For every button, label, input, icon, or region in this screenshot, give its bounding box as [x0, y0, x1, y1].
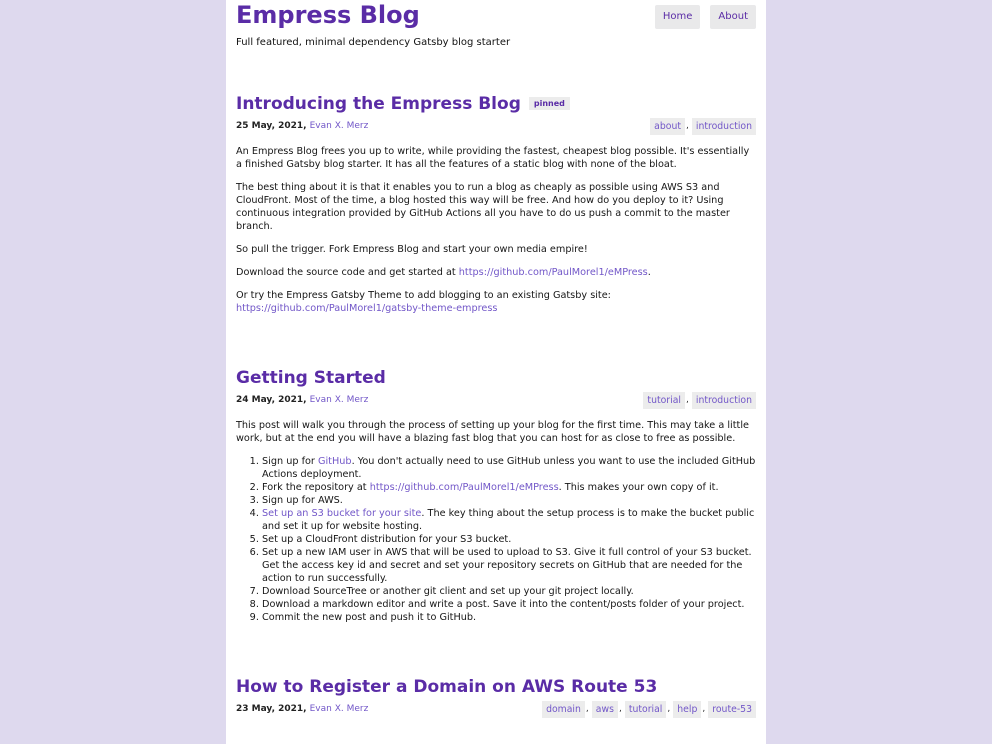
- post-date: 24 May, 2021,: [236, 395, 307, 405]
- post-tags: [650, 118, 756, 135]
- post-title[interactable]: How to Register a Domain on AWS Route 53: [236, 677, 658, 697]
- post-paragraph: [236, 419, 756, 445]
- pinned-badge: pinned: [529, 97, 570, 110]
- post-body: [236, 145, 756, 315]
- site-title[interactable]: Empress Blog: [236, 1, 420, 29]
- text-run: So pull the trigger. Fork Empress Blog and start your own media empire!: [236, 244, 588, 255]
- text-run: The best thing about it is that it enables you to run a blog as cheaply as possible using AWS S3 and CloudFront. Most of the time, a blog hosted this way will be free. And how do you deploy to it? Using continuous integration provided by GitHub Actions all you have to do us push a commit to the master branch.: [236, 182, 730, 232]
- post-meta: [236, 701, 756, 718]
- list-item: [262, 481, 756, 494]
- text-run: This post will walk you through the process of setting up your blog for the first time. This may take a little work, but at the end you will have a blazing fast blog that you can host for as close to free as possible.: [236, 420, 749, 444]
- tag-badge[interactable]: introduction: [692, 118, 756, 135]
- list-item: [262, 546, 756, 585]
- text-run: Or try the Empress Gatsby Theme to add blogging to an existing Gatsby site:: [236, 290, 611, 301]
- site-header: [236, 0, 756, 29]
- post-paragraph: [236, 243, 756, 256]
- tag-badge[interactable]: tutorial: [643, 392, 685, 409]
- post-date-author: [236, 703, 368, 716]
- inline-link[interactable]: https://github.com/PaulMorel1/eMPress: [458, 267, 648, 278]
- post: [236, 87, 756, 315]
- tag-separator: ,: [585, 704, 589, 714]
- tag-badge[interactable]: about: [650, 118, 685, 135]
- tag-separator: ,: [685, 121, 689, 131]
- post-tags: [643, 392, 756, 409]
- nav-home-button[interactable]: Home: [655, 5, 701, 29]
- text-run: Sign up for AWS.: [262, 495, 343, 506]
- text-run: Set up a CloudFront distribution for your S3 bucket.: [262, 534, 512, 545]
- tag-separator: ,: [667, 704, 671, 714]
- inline-link[interactable]: Set up an S3 bucket for your site: [262, 508, 422, 519]
- post-list: [236, 87, 756, 718]
- text-run: Download the source code and get started at: [236, 267, 459, 278]
- post-ordered-list: [236, 455, 756, 624]
- list-item: [262, 455, 756, 481]
- post-date: 23 May, 2021,: [236, 704, 307, 714]
- post-title[interactable]: Introducing the Empress Blog: [236, 94, 521, 114]
- tag-separator: ,: [685, 395, 689, 405]
- list-item: [262, 533, 756, 546]
- post: [236, 361, 756, 624]
- text-run: Set up a new IAM user in AWS that will be used to upload to S3. Give it full control of your S3 bucket. Get the access key id and secret and set your repository secrets on GitHub that are needed for the action to run successfully.: [262, 547, 752, 584]
- text-run: Fork the repository at: [262, 482, 370, 493]
- list-item: [262, 611, 756, 624]
- text-run: Download a markdown editor and write a post. Save it into the content/posts folder of your project.: [262, 599, 745, 610]
- list-item: [262, 507, 756, 533]
- post-tags: [542, 701, 756, 718]
- text-run: . You don't actually need to use GitHub unless you want to use the included GitHub Actions deployment.: [262, 456, 756, 480]
- inline-link[interactable]: https://github.com/PaulMorel1/eMPress: [369, 482, 559, 493]
- post-paragraph: [236, 181, 756, 233]
- tag-separator: ,: [618, 704, 622, 714]
- content-column: [226, 0, 766, 744]
- list-item: [262, 598, 756, 611]
- site-nav: [655, 1, 756, 29]
- inline-link[interactable]: https://github.com/PaulMorel1/gatsby-theme-empress: [236, 303, 498, 314]
- text-run: An Empress Blog frees you up to write, while providing the fastest, cheapest blog possible. It's essentially a finished Gatsby blog starter. It has all the features of a static blog with none of the bloat.: [236, 146, 750, 170]
- post-paragraph: [236, 266, 756, 279]
- post-meta: [236, 392, 756, 409]
- post-date: 25 May, 2021,: [236, 121, 307, 131]
- post-author-link[interactable]: Evan X. Merz: [309, 395, 369, 405]
- list-item: [262, 494, 756, 507]
- post-meta: [236, 118, 756, 135]
- tag-badge[interactable]: domain: [542, 701, 585, 718]
- text-run: . The key thing about the setup process is to make the bucket public and set it up for website hosting.: [262, 508, 755, 532]
- post-title[interactable]: Getting Started: [236, 368, 386, 388]
- post: [236, 670, 756, 718]
- tag-badge[interactable]: introduction: [692, 392, 756, 409]
- post-date-author: [236, 394, 368, 407]
- tag-separator: ,: [702, 704, 706, 714]
- text-run: . This makes your own copy of it.: [558, 482, 719, 493]
- nav-about-button[interactable]: About: [710, 5, 756, 29]
- post-author-link[interactable]: Evan X. Merz: [309, 121, 369, 131]
- inline-link[interactable]: GitHub: [317, 456, 352, 467]
- post-paragraph: [236, 145, 756, 171]
- tag-badge[interactable]: aws: [592, 701, 618, 718]
- text-run: .: [647, 267, 651, 278]
- list-item: [262, 585, 756, 598]
- post-date-author: [236, 120, 368, 133]
- tag-badge[interactable]: tutorial: [625, 701, 667, 718]
- tag-badge[interactable]: route-53: [708, 701, 756, 718]
- post-paragraph: [236, 289, 756, 315]
- text-run: Sign up for: [262, 456, 318, 467]
- tag-badge[interactable]: help: [673, 701, 701, 718]
- site-tagline: Full featured, minimal dependency Gatsby blog starter: [236, 37, 511, 48]
- post-body: [236, 419, 756, 624]
- text-run: Download SourceTree or another git client and set up your git project locally.: [262, 586, 634, 597]
- text-run: Commit the new post and push it to GitHub.: [262, 612, 477, 623]
- post-author-link[interactable]: Evan X. Merz: [309, 704, 369, 714]
